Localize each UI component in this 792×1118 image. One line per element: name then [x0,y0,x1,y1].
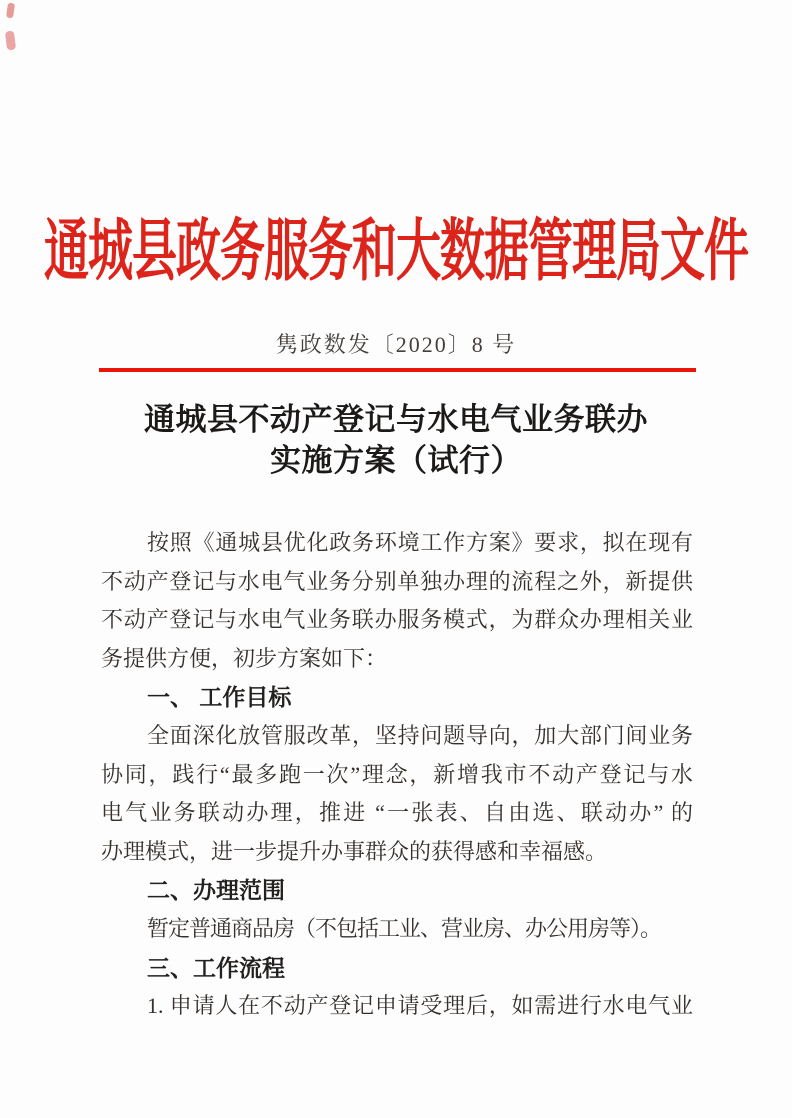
red-separator-line [99,368,696,372]
body-lines [101,524,693,1026]
body-line: 暂定普通商品房（不包括工业、营业房、办公用房等）。 [147,915,662,941]
body-line: 不动产登记与水电气业务联办服务模式，为群众办理相关业 [101,607,693,633]
scan-artifact-mark [5,31,16,51]
body-line: 全面深化放管服改革，坚持问题导向，加大部门间业务 [147,722,693,748]
body-line: 协同，践行“最多跑一次”理念，新增我市不动产登记与水 [101,761,693,787]
body-line: 按照《通城县优化政务环境工作方案》要求，拟在现有 [147,530,693,555]
body-line: 电气业务联动办理，推进 “一张表、自由选、联动办” 的 [101,800,693,826]
document-title-line-2: 实施方案（试行） [270,443,522,478]
section-heading: 三、工作流程 [147,954,285,981]
body-line: 办理模式，进一步提升办事群众的获得感和幸福感。 [101,838,608,864]
body-line: 务提供方便，初步方案如下： [101,645,388,671]
section-heading: 一、 工作目标 [147,684,292,711]
body-line: 1. 申请人在不动产登记申请受理后，如需进行水电气业 [147,993,693,1019]
document-title [0,399,792,481]
agency-header-title: 通城县政务服务和大数据管理局文件 [43,214,748,289]
body-line: 不动产登记与水电气业务分别单独办理的流程之外，新提供 [101,568,693,594]
document-title-line-1: 通城县不动产登记与水电气业务联办 [144,402,648,437]
scan-artifact-mark [6,3,15,19]
section-heading: 二、办理范围 [147,877,285,904]
document-number: 隽政数发〔2020〕8 号 [275,332,517,357]
